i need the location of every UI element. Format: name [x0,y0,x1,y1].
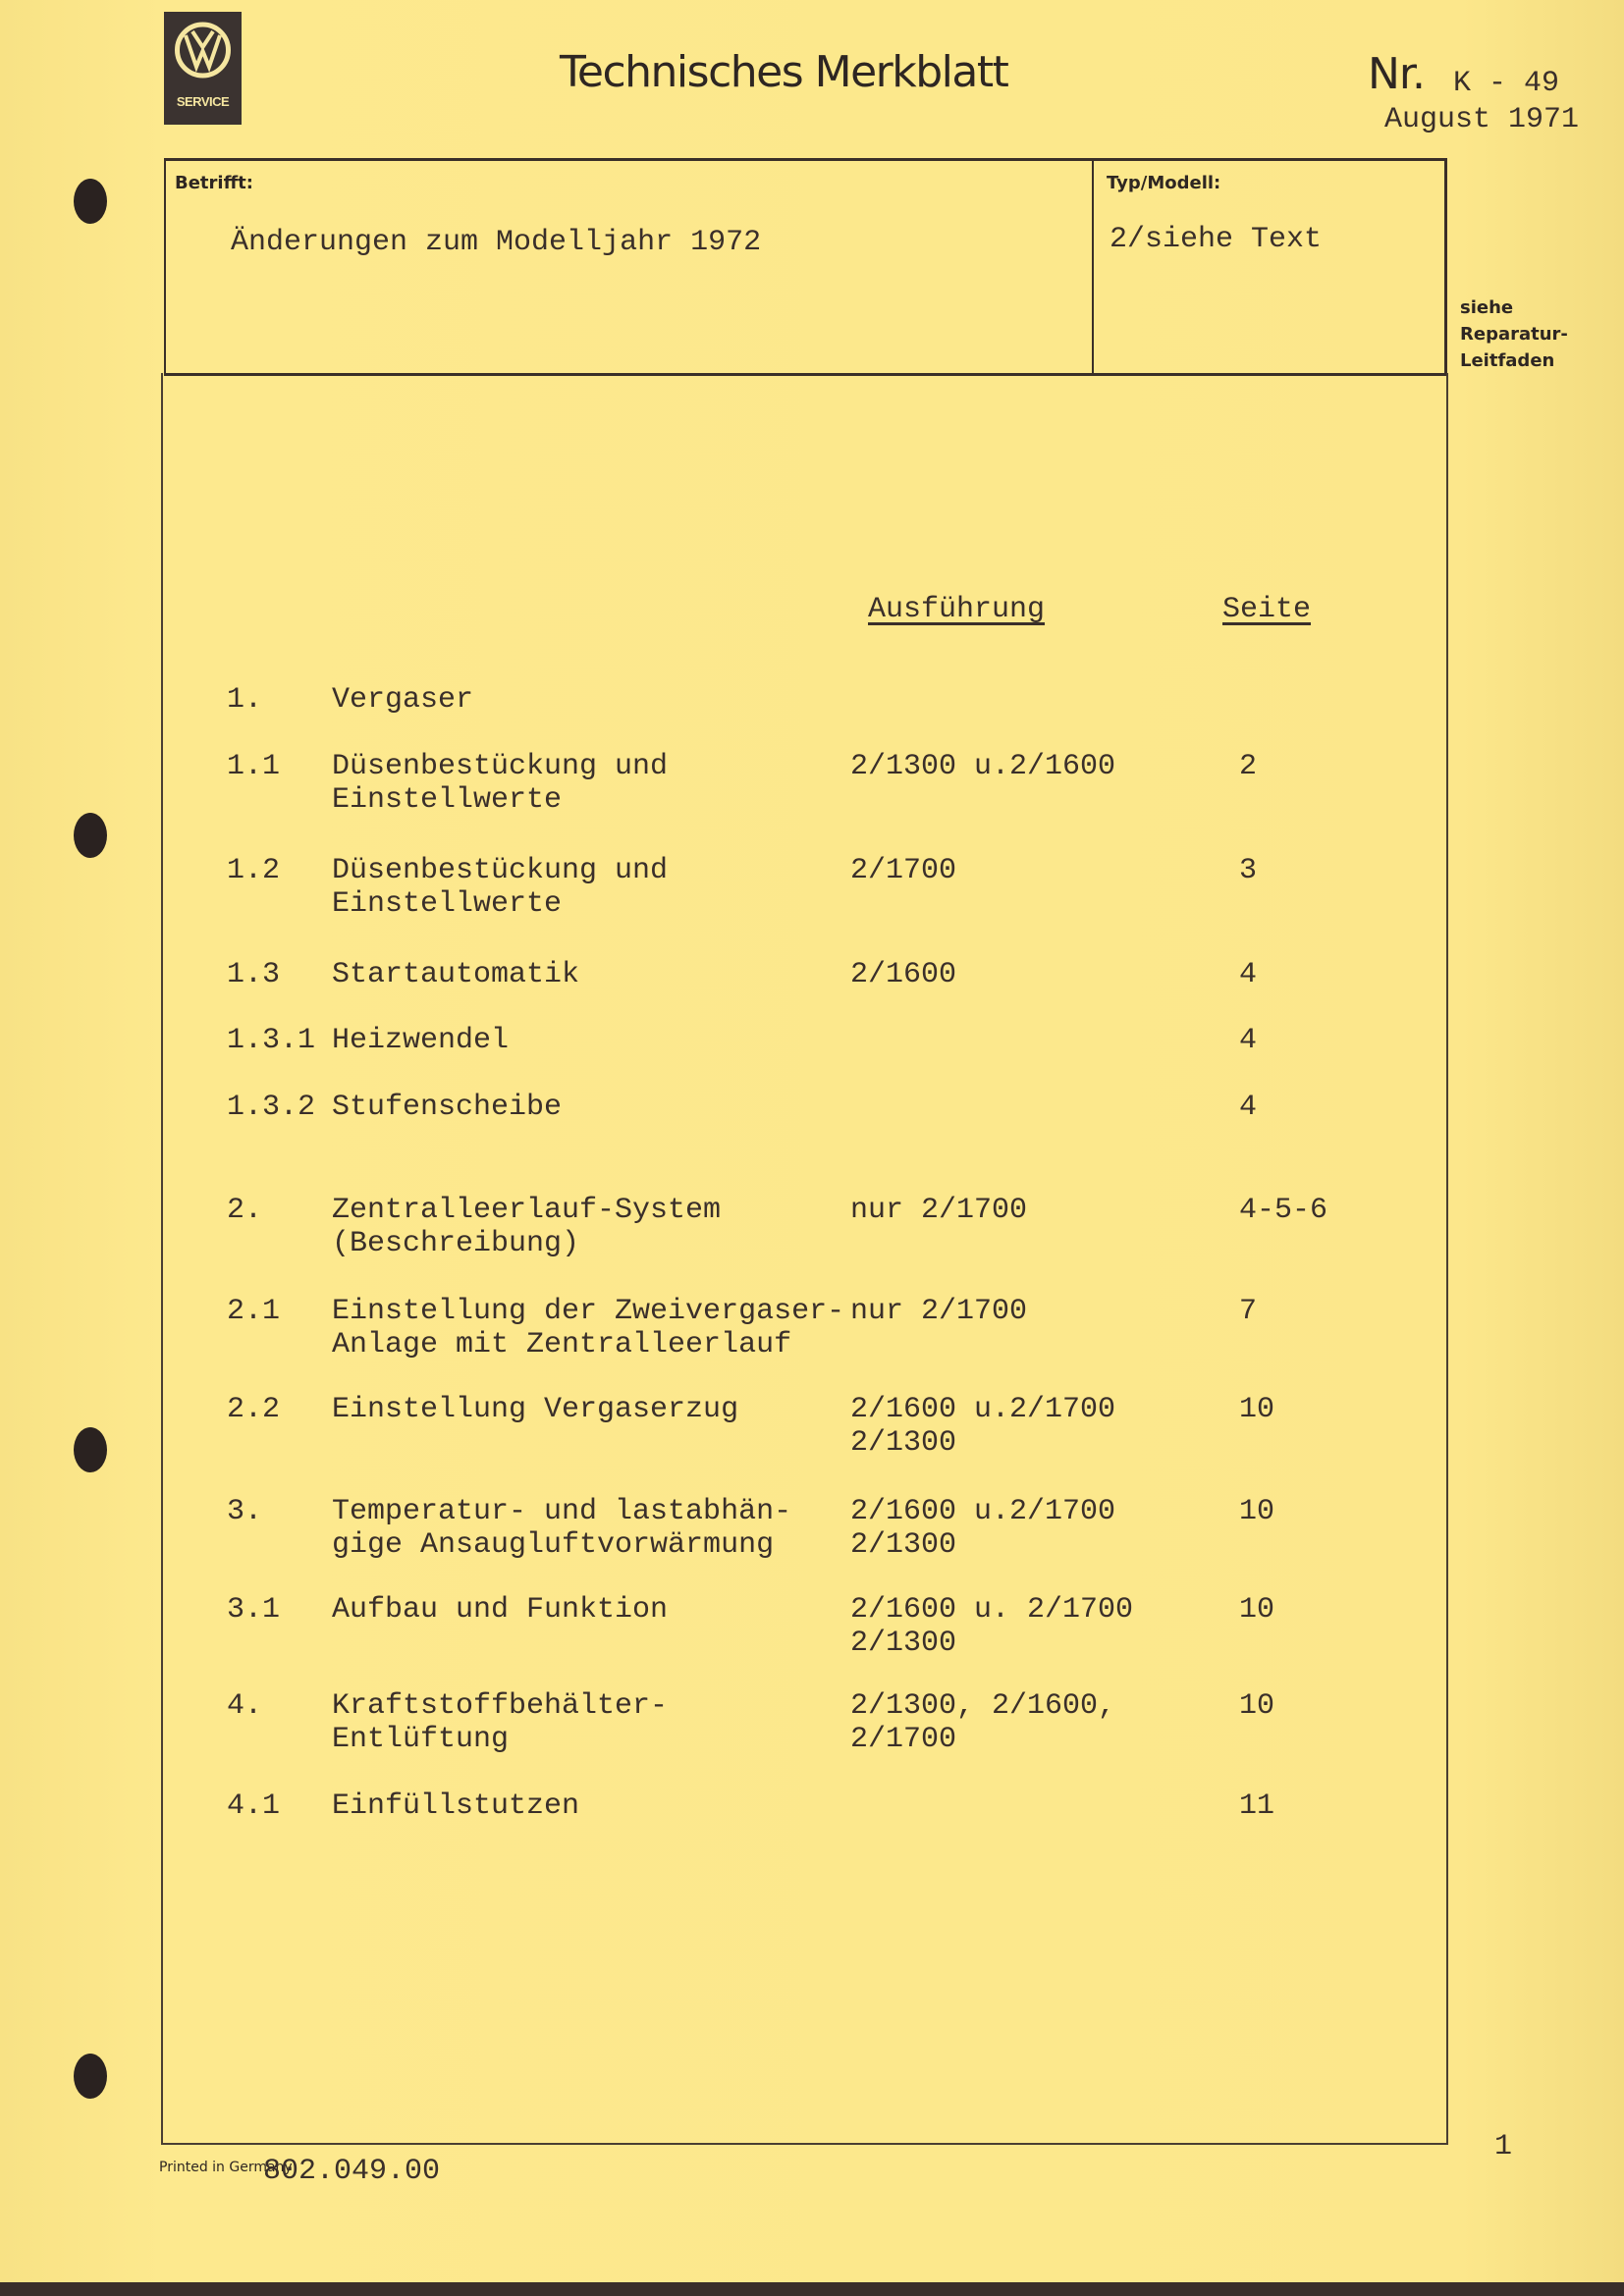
section-title: Düsenbestückung und Einstellwerte [332,750,669,817]
section-number: 2. [227,1194,263,1227]
section-number: 1.1 [227,750,281,783]
section-number: 1.3 [227,958,281,991]
betrifft-value: Änderungen zum Modelljahr 1972 [231,226,762,259]
section-ausfuehrung: 2/1600 u.2/1700 2/1300 [850,1393,1116,1460]
section-number: 1.2 [227,854,281,887]
section-title: Startautomatik [332,958,580,991]
page-number: 1 [1494,2130,1513,2163]
issue-date: August 1971 [1384,103,1580,136]
column-header-seite: Seite [1222,593,1312,626]
section-title: Stufenscheibe [332,1091,563,1124]
vw-logo-icon [172,18,234,86]
section-title: Düsenbestückung und Einstellwerte [332,854,669,921]
section-title: Aufbau und Funktion [332,1593,669,1627]
section-title: Einstellung der Zweivergaser- Anlage mit Zentralleerlauf [332,1295,845,1362]
document-title: Technisches Merkblatt [560,47,1008,97]
punch-hole-icon [74,1427,107,1472]
subject-box [164,158,1447,376]
typ-modell-label: Typ/Modell: [1107,173,1221,193]
section-number: 1.3.1 [227,1024,316,1057]
section-title: Temperatur- und lastabhän- gige Ansaugluftvorwärmung [332,1495,792,1562]
punch-hole-icon [74,813,107,858]
section-number: 1. [227,683,263,717]
printed-in-germany: Printed in Germany [159,2160,293,2175]
section-number: 2.1 [227,1295,281,1328]
section-ausfuehrung: 2/1600 u.2/1700 2/1300 [850,1495,1116,1562]
section-number: 1.3.2 [227,1091,316,1124]
section-page: 10 [1239,1495,1275,1528]
section-title: Heizwendel [332,1024,510,1057]
section-ausfuehrung: 2/1600 u. 2/1700 2/1300 [850,1593,1134,1660]
section-ausfuehrung: 2/1700 [850,854,957,887]
section-number: 3. [227,1495,263,1528]
section-page: 4 [1239,1024,1258,1057]
section-title: Zentralleerlauf-System (Beschreibung) [332,1194,722,1260]
section-page: 11 [1239,1789,1275,1823]
punch-hole-icon [74,2054,107,2099]
vw-service-logo [164,12,242,125]
section-number: 3.1 [227,1593,281,1627]
section-title: Einstellung Vergaserzug [332,1393,739,1426]
section-page: 3 [1239,854,1258,887]
section-page: 10 [1239,1593,1275,1627]
section-page: 10 [1239,1689,1275,1723]
section-title: Einfüllstutzen [332,1789,580,1823]
typ-modell-value: 2/siehe Text [1110,223,1323,256]
number-value: K - 49 [1453,67,1560,100]
section-page: 4 [1239,1091,1258,1124]
logo-service-text: SERVICE [176,94,230,109]
section-number: 4.1 [227,1789,281,1823]
form-code: 802.049.00 [263,2155,441,2188]
section-number: 4. [227,1689,263,1723]
scan-border [0,2282,1624,2296]
section-page: 4 [1239,958,1258,991]
punch-hole-icon [74,179,107,224]
section-number: 2.2 [227,1393,281,1426]
section-title: Vergaser [332,683,474,717]
subject-box-divider [1092,158,1094,374]
number-label: Nr. [1368,49,1425,99]
side-note: siehe Reparatur- Leitfaden [1460,297,1568,371]
column-header-ausfuehrung: Ausführung [868,593,1046,626]
section-page: 4-5-6 [1239,1194,1328,1227]
section-page: 7 [1239,1295,1258,1328]
section-page: 10 [1239,1393,1275,1426]
section-ausfuehrung: nur 2/1700 [850,1194,1028,1227]
section-title: Kraftstoffbehälter- Entlüftung [332,1689,669,1756]
betrifft-label: Betrifft: [175,173,253,193]
section-ausfuehrung: 2/1600 [850,958,957,991]
section-page: 2 [1239,750,1258,783]
section-ausfuehrung: nur 2/1700 [850,1295,1028,1328]
section-ausfuehrung: 2/1300 u.2/1600 [850,750,1116,783]
section-ausfuehrung: 2/1300, 2/1600, 2/1700 [850,1689,1116,1756]
